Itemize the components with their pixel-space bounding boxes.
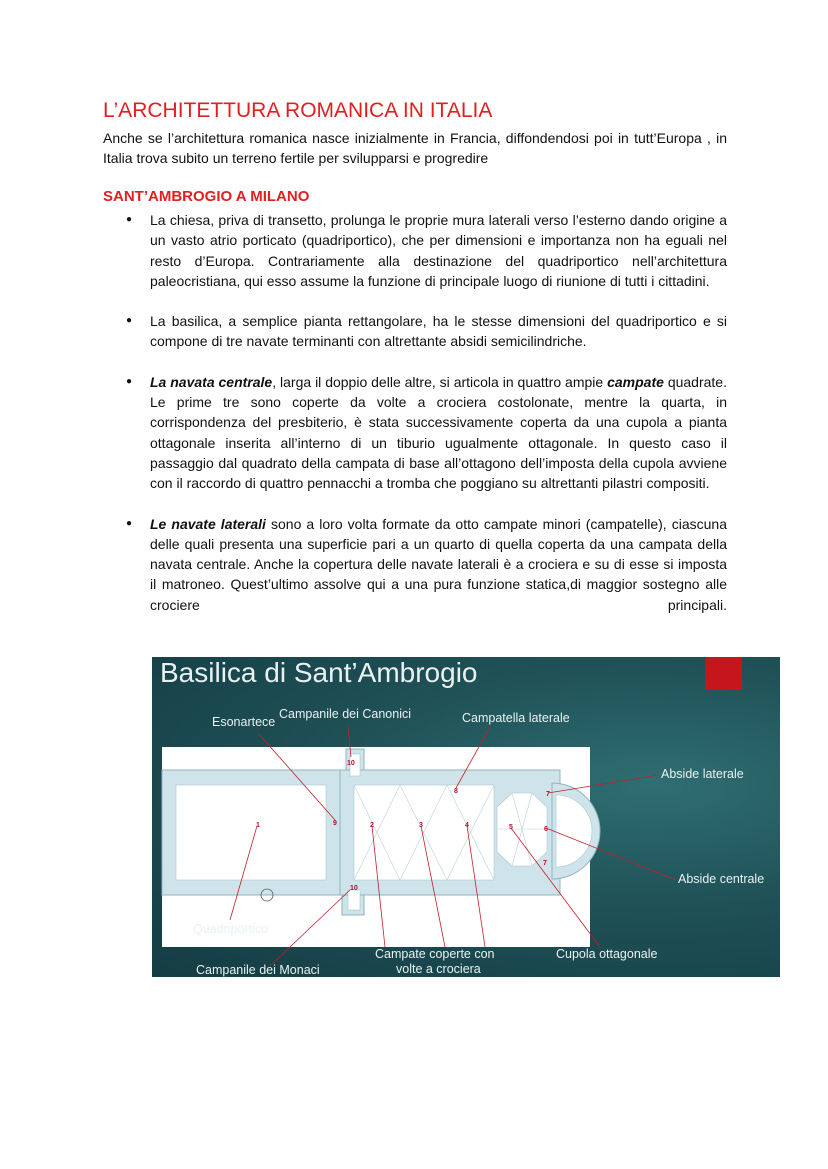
label-abside-laterale: Abside laterale [661, 767, 744, 781]
basilica-plan-slide [152, 657, 780, 977]
plan-number: 2 [370, 822, 374, 829]
label-campanile-monaci: Campanile dei Monaci [196, 963, 320, 977]
label-abside-centrale: Abside centrale [678, 872, 765, 886]
label-quadriportico: Quadriportico [193, 922, 269, 936]
plan-number: 10 [350, 885, 358, 892]
plan-number: 3 [419, 822, 423, 829]
bullet-item: ● La basilica, a semplice pianta rettangolare, ha le stesse dimensioni del quadriportico e si compone di tre navate terminanti con altrettante absidi semicilindriche. [150, 311, 727, 352]
emphasis: Le navate laterali [150, 515, 266, 532]
label-campate-2: volte a crociera [396, 962, 481, 976]
label-cupola: Cupola ottagonale [556, 947, 658, 961]
plan-number: 4 [465, 822, 469, 829]
label-esonartece: Esonartece [212, 715, 276, 729]
text: sono a loro volta formate da otto campate minori (campatelle), ciascuna delle quali presenta una superficie pari a un quarto di quella coperta da una campata della navata centrale. Anche la copertura delle navate laterali è a crociera e su di esse si imposta il matroneo. Quest’ultimo assolve qui a una pura funzione statica,di maggior sostegno alle crociere principali. [150, 515, 727, 613]
bullet-list [150, 210, 727, 635]
plan-number: 1 [256, 822, 260, 829]
plan-number: 10 [347, 760, 355, 767]
label-campanile-canonici: Campanile dei Canonici [279, 707, 412, 721]
plan-number: 5 [509, 824, 513, 831]
plan-number: 7 [546, 791, 550, 798]
emphasis: La navata centrale [150, 373, 273, 390]
emphasis: campate [607, 373, 664, 390]
section-heading: SANT’AMBROGIO A MILANO [103, 188, 310, 205]
plan-number: 6 [544, 826, 548, 833]
plan-number: 9 [333, 820, 337, 827]
page-title: L’ARCHITETTURA ROMANICA IN ITALIA [103, 99, 493, 122]
text: , larga il doppio delle altre, si articola in quattro ampie [272, 373, 608, 390]
bullet-item [150, 514, 727, 615]
label-campate: Campate coperte con [375, 947, 495, 961]
slide-title: Basilica di Sant’Ambrogio [160, 657, 478, 688]
bullet-item: ● La chiesa, priva di transetto, prolunga le proprie mura laterali verso l’esterno dando origine a un vasto atrio porticato (quadriportico), che per dimensioni e importanza non ha eguali nel resto d’Europa. Contrariamente alla destinazione del quadriportico nell’architettura paleocristiana, qui esso assume la funzione di principale luogo di riunione di tutti i cittadini. [150, 210, 727, 291]
plan-number: 7 [543, 860, 547, 867]
plan-number: 8 [454, 788, 458, 795]
intro-paragraph: Anche se l’architettura romanica nasce inizialmente in Francia, diffondendosi poi in tutt’Europa , in Italia trova subito un terreno fertile per svilupparsi e progredire [103, 130, 727, 166]
text: quadrate. Le prime tre sono coperte da volte a crociera costolonate, mentre la quarta, in corrispondenza del presbiterio, è stata successivamente coperta da una cupola a pianta ottagonale inserita all’interno di un tiburio ugualmente ottagonale. In questo caso il passaggio dal quadrato della campata di base all’ottagono dell’imposta della cupola avviene con il raccordo di quattro pennacchi a tromba che poggiano su altrettanti pilastri compositi. [150, 373, 727, 492]
label-campatella: Campatella laterale [462, 711, 570, 725]
bullet-item [150, 372, 727, 494]
